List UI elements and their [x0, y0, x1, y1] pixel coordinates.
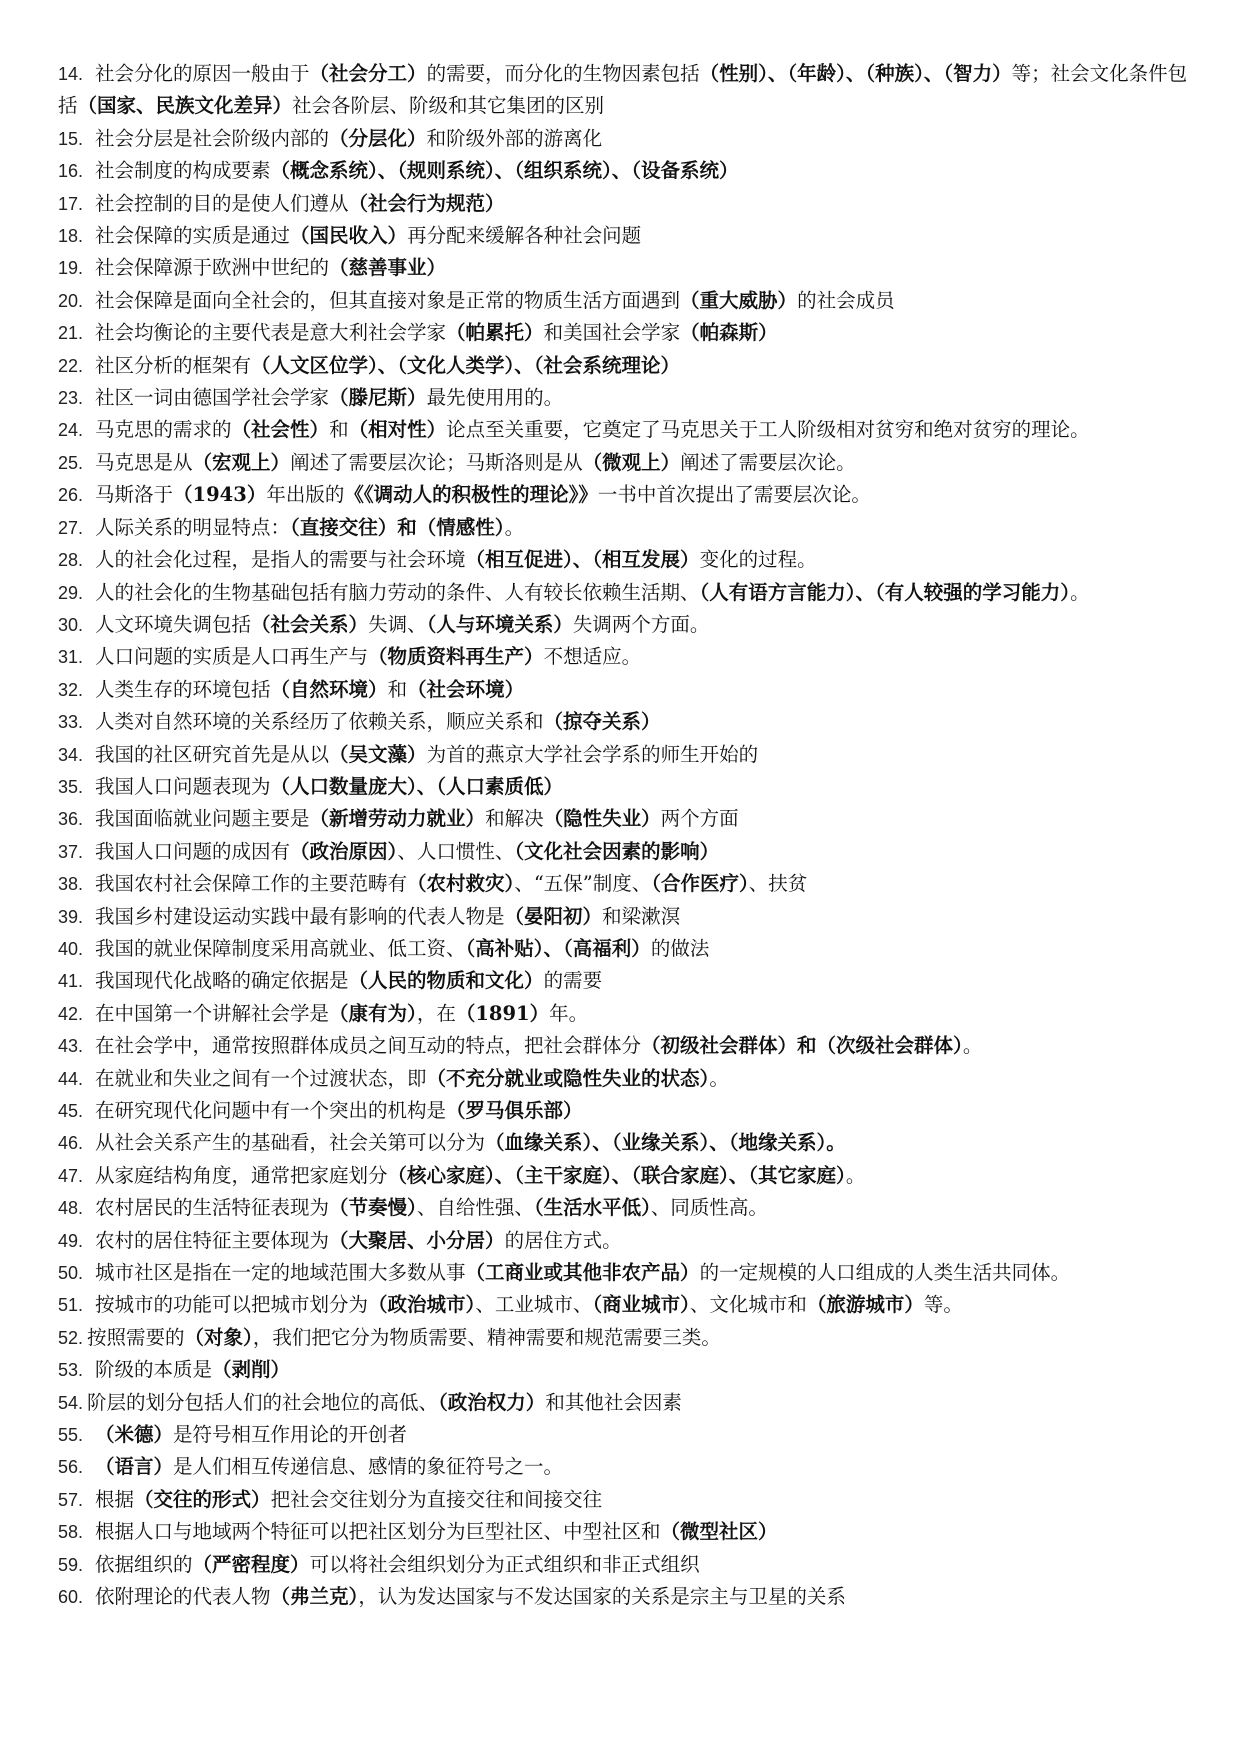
item-number: 24.	[58, 420, 84, 441]
question-text: 我国现代化战略的确定依据是	[95, 969, 349, 993]
question-text: 按照需要的	[87, 1325, 185, 1349]
list-item	[58, 285, 1188, 317]
answer-text: （宏观上）	[192, 450, 291, 474]
question-text: 社会保障的实质是通过	[95, 224, 291, 248]
question-text: 的需要	[543, 969, 603, 993]
question-text: 马克思的需求的	[95, 418, 232, 442]
question-text: 和其他社会因素	[545, 1390, 682, 1414]
question-text: 最先使用用的。	[426, 386, 564, 410]
list-item	[58, 544, 1188, 576]
question-text: 从社会关系产生的基础看，社会关第可以分为	[95, 1131, 486, 1155]
item-number: 50.	[58, 1263, 84, 1284]
question-text: 人类对自然环境的关系经历了依赖关系，顺应关系和	[95, 710, 544, 734]
question-text: 和	[387, 677, 408, 701]
item-number: 38.	[58, 874, 84, 895]
answer-text: （政治城市）	[368, 1293, 476, 1317]
question-text: 人的社会化的生物基础包括有脑力劳动的条件、人有较长依赖生活期、	[95, 580, 700, 604]
answer-text: （农村救灾）	[407, 872, 515, 896]
item-number: 54.	[58, 1392, 84, 1413]
answer-text: （工商业或其他非农产品）	[465, 1261, 700, 1285]
list-item	[58, 998, 1188, 1030]
answer-text: （分层化）	[329, 126, 427, 150]
answer-text: （弗兰克）	[270, 1585, 359, 1609]
list-item	[58, 1322, 1188, 1354]
answer-text: （性别）、（年龄）、（种族）、（智力）	[699, 62, 1012, 85]
answer-text: （剥削）	[212, 1358, 291, 1382]
answer-text: （帕累托）	[446, 321, 544, 345]
list-item	[58, 479, 1188, 511]
question-text: 人口问题的实质是人口再生产与	[95, 645, 369, 669]
answer-text: （国家、民族文化差异）	[77, 94, 293, 118]
answer-text: （商业城市）	[592, 1293, 690, 1317]
question-text: 和美国社会学家	[543, 321, 681, 345]
list-item	[58, 577, 1188, 609]
question-text: 我国乡村建设运动实践中最有影响的代表人物是	[95, 904, 505, 928]
answer-text: （晏阳初）	[504, 904, 603, 928]
question-text: 人际关系的明显特点：	[95, 515, 291, 539]
question-text: 社会分层是社会阶级内部的	[95, 126, 330, 150]
item-number: 35.	[58, 776, 84, 797]
list-item	[58, 836, 1188, 868]
item-number: 32.	[58, 679, 84, 700]
question-text: 的需要，而分化的生物因素包括	[426, 62, 700, 85]
item-number: 47.	[58, 1165, 84, 1186]
question-text: 、人口惯性、	[397, 839, 515, 863]
question-text: 是人们相互传递信息、感情的象征符号之一。	[173, 1455, 564, 1479]
question-text: 、“五保”制度、	[514, 872, 652, 896]
answer-text: （相互促进）、（相互发展）	[465, 548, 700, 572]
answer-text: （直接交往）和（情感性）	[290, 515, 505, 539]
answer-text: （不充分就业或隐性失业的状态）	[426, 1066, 710, 1090]
question-text: 马克思是从	[95, 450, 193, 474]
answer-text: （交往的形式）	[134, 1487, 271, 1511]
list-item	[58, 188, 1188, 220]
answer-text: （人有语方言能力）、（有人较强的学习能力）	[699, 580, 1071, 604]
list-item	[58, 1257, 1188, 1289]
item-number: 60.	[58, 1587, 84, 1608]
question-text: 依据组织的	[95, 1552, 193, 1576]
answer-text: （微型社区）	[660, 1520, 778, 1544]
item-number: 52.	[58, 1327, 84, 1348]
answer-text: （人口数量庞大）、（人口素质低）	[270, 774, 564, 798]
question-text: 、同质性高。	[650, 1196, 768, 1220]
answer-text: （人文区位学）、（文化人类学）、（社会系统理论）	[251, 353, 681, 377]
question-text: 变化的过程。	[699, 548, 817, 572]
answer-text: （严密程度）	[192, 1552, 310, 1576]
question-text: 和解决	[485, 807, 544, 831]
question-text: 社会均衡论的主要代表是意大利社会学家	[95, 321, 447, 345]
answer-text: （米德）	[95, 1423, 174, 1447]
list-item	[58, 1484, 1188, 1516]
answer-text: （社会行为规范）	[348, 191, 505, 215]
item-number: 15.	[58, 128, 84, 149]
question-text: 我国人口问题的成因有	[95, 839, 291, 863]
question-text: 在中国第一个讲解社会学是	[95, 1001, 330, 1025]
list-item	[58, 252, 1188, 284]
answer-text: （核心家庭）、（主干家庭）、（联合家庭）、（其它家庭）	[387, 1163, 846, 1187]
question-text: 马斯洛于	[95, 483, 174, 507]
answer-text: （对象）	[184, 1325, 253, 1349]
answer-text: （罗马俱乐部）	[446, 1099, 583, 1122]
answer-text: （概念系统）、（规则系统）、（组织系统）、（设备系统）	[270, 159, 739, 183]
list-item	[58, 1192, 1188, 1224]
item-number: 17.	[58, 193, 84, 214]
question-text: 我国的社区研究首先是从以	[95, 742, 330, 766]
question-text: 等。	[923, 1293, 963, 1317]
question-text: ，我们把它分为物质需要、精神需要和规范需要三类。	[252, 1325, 721, 1349]
question-text: 农村的居住特征主要体现为	[95, 1228, 330, 1252]
list-item	[58, 1387, 1188, 1419]
question-text: 两个方面	[660, 807, 739, 831]
list-item	[58, 155, 1188, 187]
list-item	[58, 1354, 1188, 1386]
answer-text: （政治权力）	[438, 1390, 546, 1414]
answer-text: （血缘关系）、（业缘关系）、（地缘关系）。	[485, 1131, 846, 1155]
answer-text: （物质资料再生产）	[368, 645, 544, 669]
list-item	[58, 1127, 1188, 1159]
answer-text: （文化社会因素的影响）	[514, 839, 720, 863]
item-number: 19.	[58, 258, 84, 279]
item-number: 34.	[58, 744, 84, 765]
item-number: 36.	[58, 809, 84, 830]
item-number: 22.	[58, 355, 84, 376]
question-text: 城市社区是指在一定的地域范围大多数从事	[95, 1261, 466, 1285]
list-item	[58, 706, 1188, 738]
answer-text: （吴文藻）	[329, 742, 427, 766]
item-number: 59.	[58, 1554, 84, 1575]
question-text: 不想适应。	[543, 645, 642, 669]
answer-text: （社会关系）	[251, 612, 369, 636]
question-text: 根据人口与地域两个特征可以把社区划分为巨型社区、中型社区和	[95, 1520, 661, 1544]
question-text: 社会制度的构成要素	[95, 159, 271, 183]
list-item	[58, 317, 1188, 349]
question-text: 社会分化的原因一般由于	[95, 62, 310, 85]
item-number: 14.	[58, 64, 84, 84]
question-text: ，认为发达国家与不发达国家的关系是宗主与卫星的关系	[358, 1585, 846, 1609]
question-text: 、自给性强、	[416, 1196, 534, 1220]
item-number: 51.	[58, 1295, 84, 1316]
answer-text: 《《调动人的积极性的理论》》	[344, 483, 598, 507]
item-number: 53.	[58, 1360, 84, 1381]
list-item	[58, 674, 1188, 706]
answer-text: （大聚居、小分居）	[329, 1228, 505, 1252]
answer-text: （国民收入）	[290, 224, 408, 248]
item-number: 48.	[58, 1198, 84, 1219]
question-text: 。	[709, 1066, 729, 1090]
question-text: 是符号相互作用论的开创者	[173, 1423, 408, 1447]
answer-text: （自然环境）	[270, 677, 388, 701]
answer-text: （社会性）	[231, 418, 330, 442]
question-text: 年出版的	[266, 483, 345, 507]
list-item	[58, 609, 1188, 641]
question-text: 和梁漱溟	[602, 904, 681, 928]
question-text: 。	[1070, 580, 1090, 604]
list-item	[58, 901, 1188, 933]
question-text: 在就业和失业之间有一个过渡状态，即	[95, 1066, 427, 1090]
question-text: 社会保障源于欧洲中世纪的	[95, 256, 330, 280]
answer-text: （隐性失业）	[543, 807, 661, 831]
answer-text: （康有为）	[329, 1001, 417, 1025]
question-text: 。	[962, 1034, 983, 1058]
answer-text: （慈善事业）	[329, 256, 447, 280]
question-text: ，在	[416, 1001, 456, 1025]
question-text: 社区一词由德国学社会学家	[95, 386, 330, 410]
answer-text: （高补贴）、（高福利）	[465, 936, 651, 960]
list-item	[58, 868, 1188, 900]
answer-text: （微观上）	[582, 450, 681, 474]
answer-text: （人与环境关系）	[426, 612, 573, 636]
question-text: 失调两个方面。	[572, 612, 710, 636]
question-text: 论点至关重要，它奠定了马克思关于工人阶级相对贫穷和绝对贫穷的理论。	[446, 418, 1090, 442]
answer-text: （滕尼斯）	[329, 386, 427, 410]
question-text: 人文环境失调包括	[95, 612, 252, 636]
item-number: 44.	[58, 1068, 84, 1089]
item-number: 43.	[58, 1036, 84, 1057]
list-item	[58, 123, 1188, 155]
answer-text: （合作医疗）	[651, 872, 749, 896]
item-number: 23.	[58, 388, 84, 409]
item-number: 40.	[58, 938, 84, 959]
question-text: 失调、	[368, 612, 427, 636]
list-item	[58, 771, 1188, 803]
item-number: 37.	[58, 841, 84, 862]
list-item	[58, 220, 1188, 252]
question-text: 。	[845, 1163, 866, 1187]
list-item	[58, 1063, 1188, 1095]
item-number: 49.	[58, 1230, 84, 1251]
item-number: 28.	[58, 550, 84, 571]
answer-text: （社会环境）	[407, 677, 525, 701]
item-number: 29.	[58, 582, 84, 603]
list-item	[58, 382, 1188, 414]
question-text: 再分配来缓解各种社会问题	[407, 224, 642, 248]
question-text: 社会保障是面向全社会的，但其直接对象是正常的物质生活方面遇到	[95, 288, 681, 312]
question-text: 阶级的本质是	[95, 1358, 213, 1382]
document-page	[58, 58, 1188, 1614]
item-number: 20.	[58, 290, 84, 311]
list-item	[58, 58, 1188, 123]
question-text: 阐述了需要层次论；马斯洛则是从	[290, 450, 583, 474]
answer-text: （相对性）	[348, 418, 447, 442]
question-text: 从家庭结构角度，通常把家庭划分	[95, 1163, 388, 1187]
question-text: 把社会交往划分为直接交往和间接交往	[270, 1487, 603, 1511]
answer-text: （旅游城市）	[806, 1293, 924, 1317]
question-text: 的一定规模的人口组成的人类生活共同体。	[699, 1261, 1071, 1285]
answer-text: （初级社会群体）和（次级社会群体）	[641, 1034, 963, 1058]
question-text: 年。	[549, 1001, 589, 1025]
answer-text: （节奏慢）	[329, 1196, 417, 1220]
question-text: 社会各阶层、阶级和其它集团的区别	[292, 94, 605, 118]
question-text: 、文化城市和	[689, 1293, 807, 1317]
answer-text: （重大威胁）	[680, 288, 798, 312]
answer-text: （语言）	[95, 1455, 174, 1479]
question-text: 我国农村社会保障工作的主要范畴有	[95, 872, 408, 896]
question-text: 的居住方式。	[504, 1228, 622, 1252]
list-item	[58, 447, 1188, 479]
list-item	[58, 933, 1188, 965]
list-item	[58, 350, 1188, 382]
item-number: 46.	[58, 1133, 84, 1154]
question-text: 。	[504, 515, 525, 539]
question-text: 和	[329, 418, 349, 442]
list-item	[58, 1581, 1188, 1613]
list-item	[58, 803, 1188, 835]
list-item	[58, 1030, 1188, 1062]
item-number: 21.	[58, 323, 84, 344]
question-text: 我国人口问题表现为	[95, 774, 271, 798]
question-text: 按城市的功能可以把城市划分为	[95, 1293, 369, 1317]
question-text: 可以将社会组织划分为正式组织和非正式组织	[309, 1552, 700, 1576]
answer-text: （帕森斯）	[680, 321, 778, 345]
question-text: 农村居民的生活特征表现为	[95, 1196, 330, 1220]
question-text: 我国面临就业问题主要是	[95, 807, 310, 831]
question-text: 在研究现代化问题中有一个突出的机构是	[95, 1099, 447, 1122]
answer-text: （1943）	[173, 483, 267, 507]
item-number: 39.	[58, 906, 84, 927]
question-text: 、工业城市、	[475, 1293, 593, 1317]
question-text: 我国的就业保障制度采用高就业、低工资、	[95, 936, 466, 960]
item-number: 56.	[58, 1457, 84, 1478]
list-item	[58, 1095, 1188, 1127]
item-number: 58.	[58, 1522, 84, 1543]
list-item	[58, 1289, 1188, 1321]
item-number: 31.	[58, 647, 84, 668]
question-text: 依附理论的代表人物	[95, 1585, 271, 1609]
answer-text: （政治原因）	[290, 839, 398, 863]
item-number: 57.	[58, 1489, 84, 1510]
item-number: 18.	[58, 226, 84, 247]
item-number: 45.	[58, 1101, 84, 1121]
item-number: 16.	[58, 161, 84, 182]
question-text: 阐述了需要层次论。	[680, 450, 856, 474]
question-text: 社区分析的框架有	[95, 353, 252, 377]
question-text: 的做法	[650, 936, 710, 960]
question-text: 阶层的划分包括人们的社会地位的高低、	[87, 1390, 439, 1414]
question-text: 社会控制的目的是使人们遵从	[95, 191, 349, 215]
question-text: 在社会学中，通常按照群体成员之间互动的特点，把社会群体分	[95, 1034, 642, 1058]
answer-text: （人民的物质和文化）	[348, 969, 544, 993]
question-text: 一书中首次提出了需要层次论。	[597, 483, 871, 507]
question-text: 人类生存的环境包括	[95, 677, 271, 701]
question-text: 等；社会文化条件包括	[58, 62, 1188, 118]
list-item	[58, 641, 1188, 673]
list-item	[58, 512, 1188, 544]
item-number: 27.	[58, 517, 84, 538]
list-item	[58, 414, 1188, 446]
answer-text: （掠夺关系）	[543, 710, 661, 734]
item-number: 25.	[58, 452, 84, 473]
item-number: 26.	[58, 485, 84, 506]
list-item	[58, 1516, 1188, 1548]
list-item	[58, 1160, 1188, 1192]
question-text: 为首的燕京大学社会学系的师生开始的	[426, 742, 759, 766]
item-number: 41.	[58, 971, 84, 992]
list-item	[58, 965, 1188, 997]
answer-text: （社会分工）	[309, 62, 427, 85]
question-text: 的社会成员	[797, 288, 895, 312]
answer-text: （新增劳动力就业）	[309, 807, 486, 831]
item-number: 55.	[58, 1425, 84, 1446]
list-item	[58, 739, 1188, 771]
item-number: 30.	[58, 614, 84, 635]
list-item	[58, 1419, 1188, 1451]
question-text: 人的社会化过程，是指人的需要与社会环境	[95, 548, 466, 572]
answer-text: （1891）	[455, 1001, 550, 1025]
list-item	[58, 1549, 1188, 1581]
item-number: 33.	[58, 712, 84, 733]
question-text: 和阶级外部的游离化	[426, 126, 603, 150]
list-item	[58, 1451, 1188, 1483]
list-item	[58, 1225, 1188, 1257]
question-text: 、扶贫	[748, 872, 808, 896]
answer-text: （生活水平低）	[533, 1196, 651, 1220]
question-text: 根据	[95, 1487, 135, 1511]
item-number: 42.	[58, 1003, 84, 1024]
